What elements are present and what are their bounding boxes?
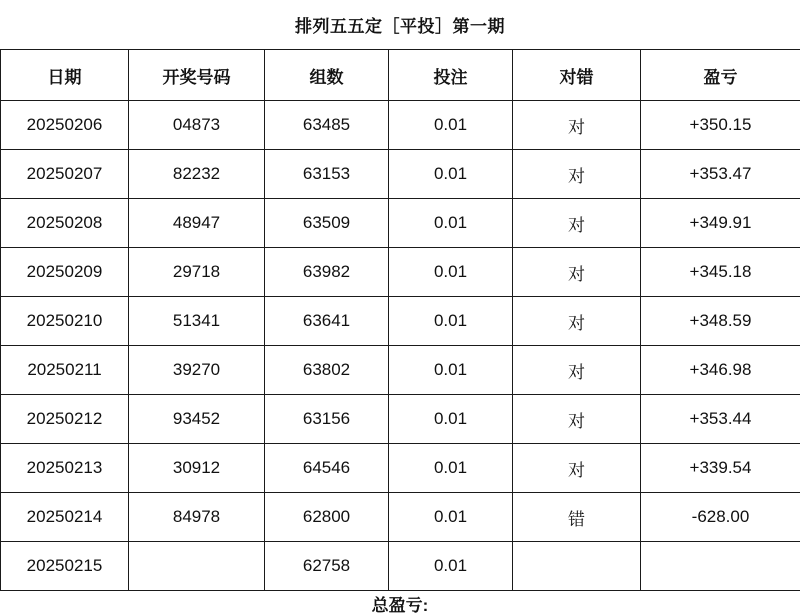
total-row	[0, 591, 800, 616]
cell-date: 20250209	[1, 248, 129, 297]
cell-draw-number: 48947	[129, 199, 265, 248]
cell-group-count: 63156	[265, 395, 389, 444]
cell-bet: 0.01	[389, 346, 513, 395]
lottery-ledger-table	[0, 49, 800, 591]
cell-profit-loss: +348.59	[641, 297, 800, 346]
page-title: 排列五五定［平投］第一期	[0, 0, 800, 49]
table-row	[1, 199, 800, 248]
cell-profit-loss: +345.18	[641, 248, 800, 297]
column-header-group-count: 组数	[265, 50, 389, 101]
cell-bet: 0.01	[389, 444, 513, 493]
cell-bet: 0.01	[389, 101, 513, 150]
cell-date: 20250207	[1, 150, 129, 199]
cell-draw-number: 04873	[129, 101, 265, 150]
column-header-bet: 投注	[389, 50, 513, 101]
table-row	[1, 297, 800, 346]
cell-draw-number: 51341	[129, 297, 265, 346]
cell-date: 20250215	[1, 542, 129, 591]
table-row	[1, 542, 800, 591]
cell-bet: 0.01	[389, 297, 513, 346]
cell-profit-loss: +350.15	[641, 101, 800, 150]
cell-draw-number: 30912	[129, 444, 265, 493]
cell-group-count: 63641	[265, 297, 389, 346]
table-row	[1, 248, 800, 297]
table-row	[1, 150, 800, 199]
table-row	[1, 444, 800, 493]
cell-draw-number: 93452	[129, 395, 265, 444]
cell-bet: 0.01	[389, 248, 513, 297]
cell-date: 20250210	[1, 297, 129, 346]
cell-group-count: 62800	[265, 493, 389, 542]
column-header-result: 对错	[513, 50, 641, 101]
table-header	[1, 50, 800, 101]
cell-result: 对	[513, 395, 641, 444]
cell-date: 20250211	[1, 346, 129, 395]
cell-bet: 0.01	[389, 150, 513, 199]
cell-result: 对	[513, 346, 641, 395]
cell-result: 对	[513, 444, 641, 493]
cell-group-count: 63485	[265, 101, 389, 150]
cell-date: 20250206	[1, 101, 129, 150]
cell-result: 对	[513, 297, 641, 346]
cell-date: 20250208	[1, 199, 129, 248]
cell-profit-loss	[641, 542, 800, 591]
table-row	[1, 346, 800, 395]
cell-bet: 0.01	[389, 493, 513, 542]
column-header-profit-loss: 盈亏	[641, 50, 800, 101]
cell-profit-loss: +349.91	[641, 199, 800, 248]
cell-draw-number: 39270	[129, 346, 265, 395]
cell-date: 20250213	[1, 444, 129, 493]
cell-bet: 0.01	[389, 199, 513, 248]
cell-date: 20250212	[1, 395, 129, 444]
cell-result: 错	[513, 493, 641, 542]
cell-group-count: 63982	[265, 248, 389, 297]
table-body	[1, 101, 800, 591]
cell-group-count: 63153	[265, 150, 389, 199]
cell-group-count: 62758	[265, 542, 389, 591]
column-header-draw-number: 开奖号码	[129, 50, 265, 101]
column-header-date: 日期	[1, 50, 129, 101]
cell-profit-loss: +339.54	[641, 444, 800, 493]
cell-profit-loss: +353.47	[641, 150, 800, 199]
cell-draw-number: 84978	[129, 493, 265, 542]
cell-profit-loss: -628.00	[641, 493, 800, 542]
cell-result: 对	[513, 248, 641, 297]
cell-profit-loss: +346.98	[641, 346, 800, 395]
cell-draw-number	[129, 542, 265, 591]
cell-group-count: 63802	[265, 346, 389, 395]
cell-profit-loss: +353.44	[641, 395, 800, 444]
cell-draw-number: 82232	[129, 150, 265, 199]
cell-group-count: 63509	[265, 199, 389, 248]
cell-bet: 0.01	[389, 395, 513, 444]
cell-bet: 0.01	[389, 542, 513, 591]
table-row	[1, 493, 800, 542]
cell-result	[513, 542, 641, 591]
table-row	[1, 101, 800, 150]
table-header-row	[1, 50, 800, 101]
table-row	[1, 395, 800, 444]
total-profit-loss-label: 总盈亏:	[372, 591, 429, 616]
cell-draw-number: 29718	[129, 248, 265, 297]
cell-result: 对	[513, 150, 641, 199]
cell-result: 对	[513, 101, 641, 150]
cell-group-count: 64546	[265, 444, 389, 493]
cell-date: 20250214	[1, 493, 129, 542]
cell-result: 对	[513, 199, 641, 248]
